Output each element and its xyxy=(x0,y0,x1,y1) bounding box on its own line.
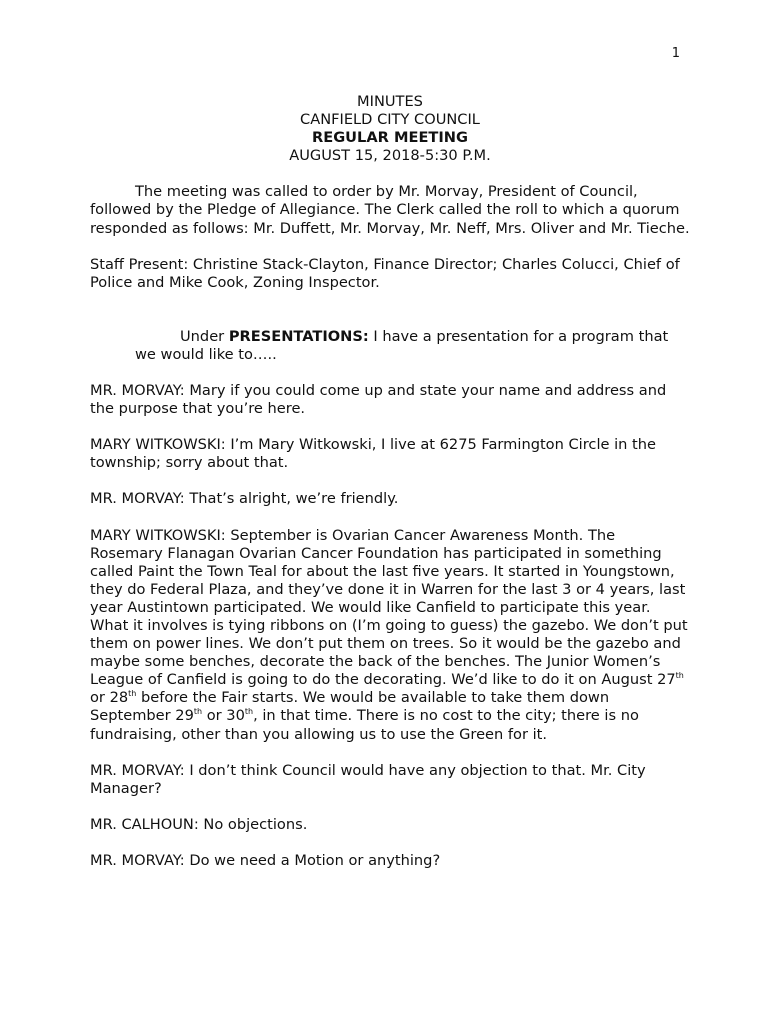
staff-present-paragraph: Staff Present: Christine Stack-Clayton, Finance Director; Charles Colucci, Chief of Police and Mike Cook, Zoning Inspector. xyxy=(90,255,680,291)
morvay-motion-paragraph: MR. MORVAY: Do we need a Motion or anything? xyxy=(90,851,441,869)
page-number: 1 xyxy=(671,46,680,61)
proposal-text-d: or 30 xyxy=(202,707,245,725)
minutes-header xyxy=(90,93,690,165)
ordinal-suffix: th xyxy=(244,707,254,717)
header-minutes: MINUTES xyxy=(357,93,423,110)
proposal-text-c: before the Fair starts. We would be available to take them down September 29 xyxy=(90,689,610,725)
document-body xyxy=(90,93,690,888)
proposal-text-e: , in that time. There is no cost to the city; there is no fundraising, other than you allowing us to use the Green for it. xyxy=(90,707,639,743)
proposal-text-b: or 28 xyxy=(90,689,129,707)
morvay-friendly-paragraph: MR. MORVAY: That’s alright, we’re friendly. xyxy=(90,490,399,508)
witkowski-intro-paragraph: MARY WITKOWSKI: I’m Mary Witkowski, I live at 6275 Farmington Circle in the township; sorry about that. xyxy=(90,436,657,472)
presentations-paragraph xyxy=(135,328,690,364)
header-meeting-type: REGULAR MEETING xyxy=(312,129,468,147)
presentations-prefix: Under xyxy=(180,327,229,345)
ordinal-suffix: th xyxy=(675,671,684,681)
ordinal-suffix: th xyxy=(193,707,203,717)
header-date: AUGUST 15, 2018-5:30 P.M. xyxy=(289,147,491,165)
proposal-text-a: MARY WITKOWSKI: September is Ovarian Cancer Awareness Month. The Rosemary Flanagan Ovarian Cancer Foundation has participated in something called Paint the Town Teal for about the last five years. It started in Youngstown, they do Federal Plaza, and they’ve done it in Warren for the last 3 or 4 years, last year Austintown participated. We would like Canfield to participate this year. What it involves is tying ribbons on (I’m going to guess) the gazebo. We don’t put them on power lines. We don’t put them on trees. So it would be the gazebo and maybe some benches, decorate the back of the benches. The Junior Women’s League of Canfield is going to do the decorating. We’d like to do it on August 27 xyxy=(90,526,688,689)
call-to-order-paragraph: The meeting was called to order by Mr. Morvay, President of Council, followed by the Pledge of Allegiance. The Clerk called the roll to which a quorum responded as follows: Mr. Duffett, Mr. Morvay, Mr. Neff, Mrs. Oliver and Mr. Tieche. xyxy=(90,183,690,237)
presentations-text: I have a presentation for a program that we would like to….. xyxy=(135,327,669,363)
header-council: CANFIELD CITY COUNCIL xyxy=(300,111,480,129)
calhoun-paragraph: MR. CALHOUN: No objections. xyxy=(90,815,308,833)
morvay-request-paragraph: MR. MORVAY: Mary if you could come up and state your name and address and the purpose that you’re here. xyxy=(90,382,667,418)
ordinal-suffix: th xyxy=(128,689,137,699)
presentations-heading: PRESENTATIONS: xyxy=(228,327,369,345)
morvay-objection-paragraph: MR. MORVAY: I don’t think Council would have any objection to that. Mr. City Manager? xyxy=(90,761,646,797)
witkowski-proposal-paragraph xyxy=(90,527,690,744)
